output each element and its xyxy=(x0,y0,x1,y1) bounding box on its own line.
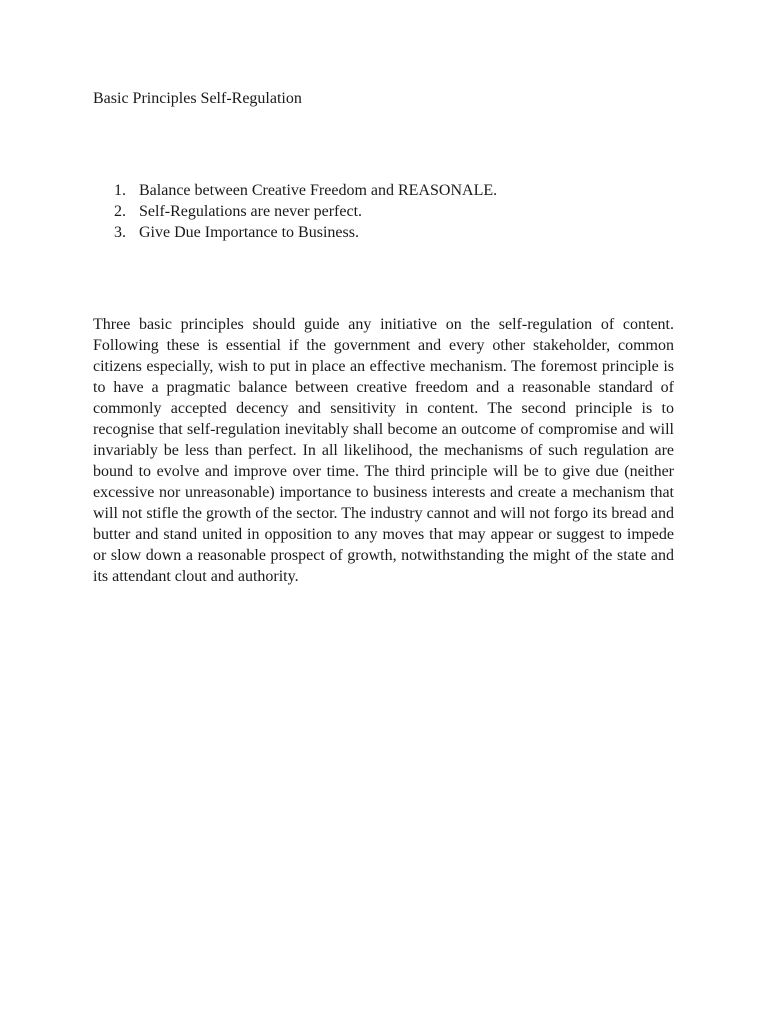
list-item-text: Self-Regulations are never perfect. xyxy=(139,203,363,220)
list-item-text: Give Due Importance to Business. xyxy=(139,224,359,241)
list-item xyxy=(114,180,497,201)
list-item-number: 1. xyxy=(114,182,126,199)
principles-list xyxy=(114,180,497,243)
list-item-number: 2. xyxy=(114,203,126,220)
list-item xyxy=(114,201,497,222)
list-item-text: Balance between Creative Freedom and REASONALE. xyxy=(139,182,498,199)
list-item-number: 3. xyxy=(114,224,126,241)
body-paragraph: Three basic principles should guide any initiative on the self-regulation of content. Following these is essential if the government and every other stakeholder, common citizens especially, wish to put in place an effective mechanism. The foremost principle is to have a pragmatic balance between creative freedom and a reasonable standard of commonly accepted decency and sensitivity in content. The second principle is to recognise that self-regulation inevitably shall become an outcome of compromise and will invariably be less than perfect. In all likelihood, the mechanisms of such regulation are bound to evolve and improve over time. The third principle will be to give due (neither excessive nor unreasonable) importance to business interests and create a mechanism that will not stifle the growth of the sector. The industry cannot and will not forgo its bread and butter and stand united in opposition to any moves that may appear or suggest to impede or slow down a reasonable prospect of growth, notwithstanding the might of the state and its attendant clout and authority. xyxy=(93,316,674,585)
document-title: Basic Principles Self-Regulation xyxy=(93,90,302,107)
list-item xyxy=(114,222,497,243)
